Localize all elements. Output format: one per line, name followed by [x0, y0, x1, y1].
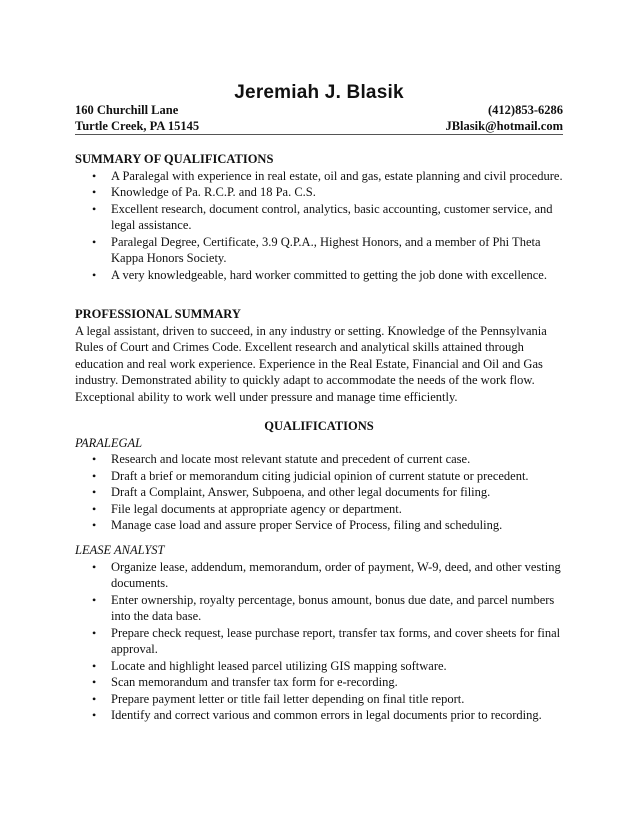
address-line-2: Turtle Creek, PA 15145: [75, 119, 200, 133]
list-item: • Locate and highlight leased parcel utilizing GIS mapping software.: [75, 658, 563, 675]
address-line-1: 160 Churchill Lane: [75, 103, 179, 117]
paralegal-subheading: PARALEGAL: [75, 435, 143, 450]
list-item: • Prepare check request, lease purchase report, transfer tax forms, and cover sheets for final approval.: [75, 625, 563, 658]
list-item: • Identify and correct various and common errors in legal documents prior to recording.: [75, 707, 563, 724]
contact-row-1: [75, 103, 563, 118]
summary-of-qualifications-section: [75, 151, 563, 283]
qualifications-section: [75, 418, 563, 534]
list-item: • Scan memorandum and transfer tax form for e-recording.: [75, 674, 563, 691]
list-item: • Research and locate most relevant statute and precedent of current case.: [75, 451, 563, 468]
list-item: • A very knowledgeable, hard worker committed to getting the job done with excellence.: [75, 267, 563, 284]
candidate-name: Jeremiah J. Blasik: [234, 82, 404, 103]
professional-summary-heading: PROFESSIONAL SUMMARY: [75, 307, 241, 321]
lease-analyst-subheading: LEASE ANALYST: [75, 543, 165, 557]
email-address: JBlasik@hotmail.com: [445, 119, 563, 133]
list-item: • Draft a brief or memorandum citing judicial opinion of current statute or precedent.: [75, 468, 563, 485]
summary-of-qualifications-heading: SUMMARY OF QUALIFICATIONS: [75, 152, 274, 166]
lease-analyst-section: [75, 542, 563, 724]
professional-summary-text: A legal assistant, driven to succeed, in any industry or setting. Knowledge of the Pennsylvania Rules of Court and Crimes Code. Excellent research and analytical skills attained through education and real work experience. Experience in the Real Estate, Financial and Oil and Gas industry. Demonstrated ability to quickly adapt to accommodate the needs of the work flow. Exceptional ability to work well under pressure and manage time efficiently.: [75, 323, 547, 404]
list-item: • Excellent research, document control, analytics, basic accounting, customer service, and legal assistance.: [75, 201, 563, 234]
lease-analyst-list: [75, 559, 563, 724]
list-item: • Enter ownership, royalty percentage, bonus amount, bonus due date, and parcel numbers into the data base.: [75, 592, 563, 625]
list-item: • Paralegal Degree, Certificate, 3.9 Q.P.A., Highest Honors, and a member of Phi Theta Kappa Honors Society.: [75, 234, 563, 267]
contact-row-2: [75, 119, 563, 134]
list-item: • File legal documents at appropriate agency or department.: [75, 501, 563, 518]
summary-of-qualifications-list: [75, 168, 563, 284]
header-divider: [75, 134, 563, 135]
list-item: • Draft a Complaint, Answer, Subpoena, and other legal documents for filing.: [75, 484, 563, 501]
paralegal-list: [75, 451, 563, 534]
list-item: • A Paralegal with experience in real estate, oil and gas, estate planning and civil procedure.: [75, 168, 563, 185]
list-item: • Manage case load and assure proper Service of Process, filing and scheduling.: [75, 517, 563, 534]
list-item: • Prepare payment letter or title fail letter depending on final title report.: [75, 691, 563, 708]
professional-summary-section: [75, 306, 563, 405]
qualifications-heading: QUALIFICATIONS: [264, 419, 374, 433]
list-item: • Organize lease, addendum, memorandum, order of payment, W-9, deed, and other vesting documents.: [75, 559, 563, 592]
phone-number: (412)853-6286: [488, 103, 563, 117]
list-item: • Knowledge of Pa. R.C.P. and 18 Pa. C.S.: [75, 184, 563, 201]
